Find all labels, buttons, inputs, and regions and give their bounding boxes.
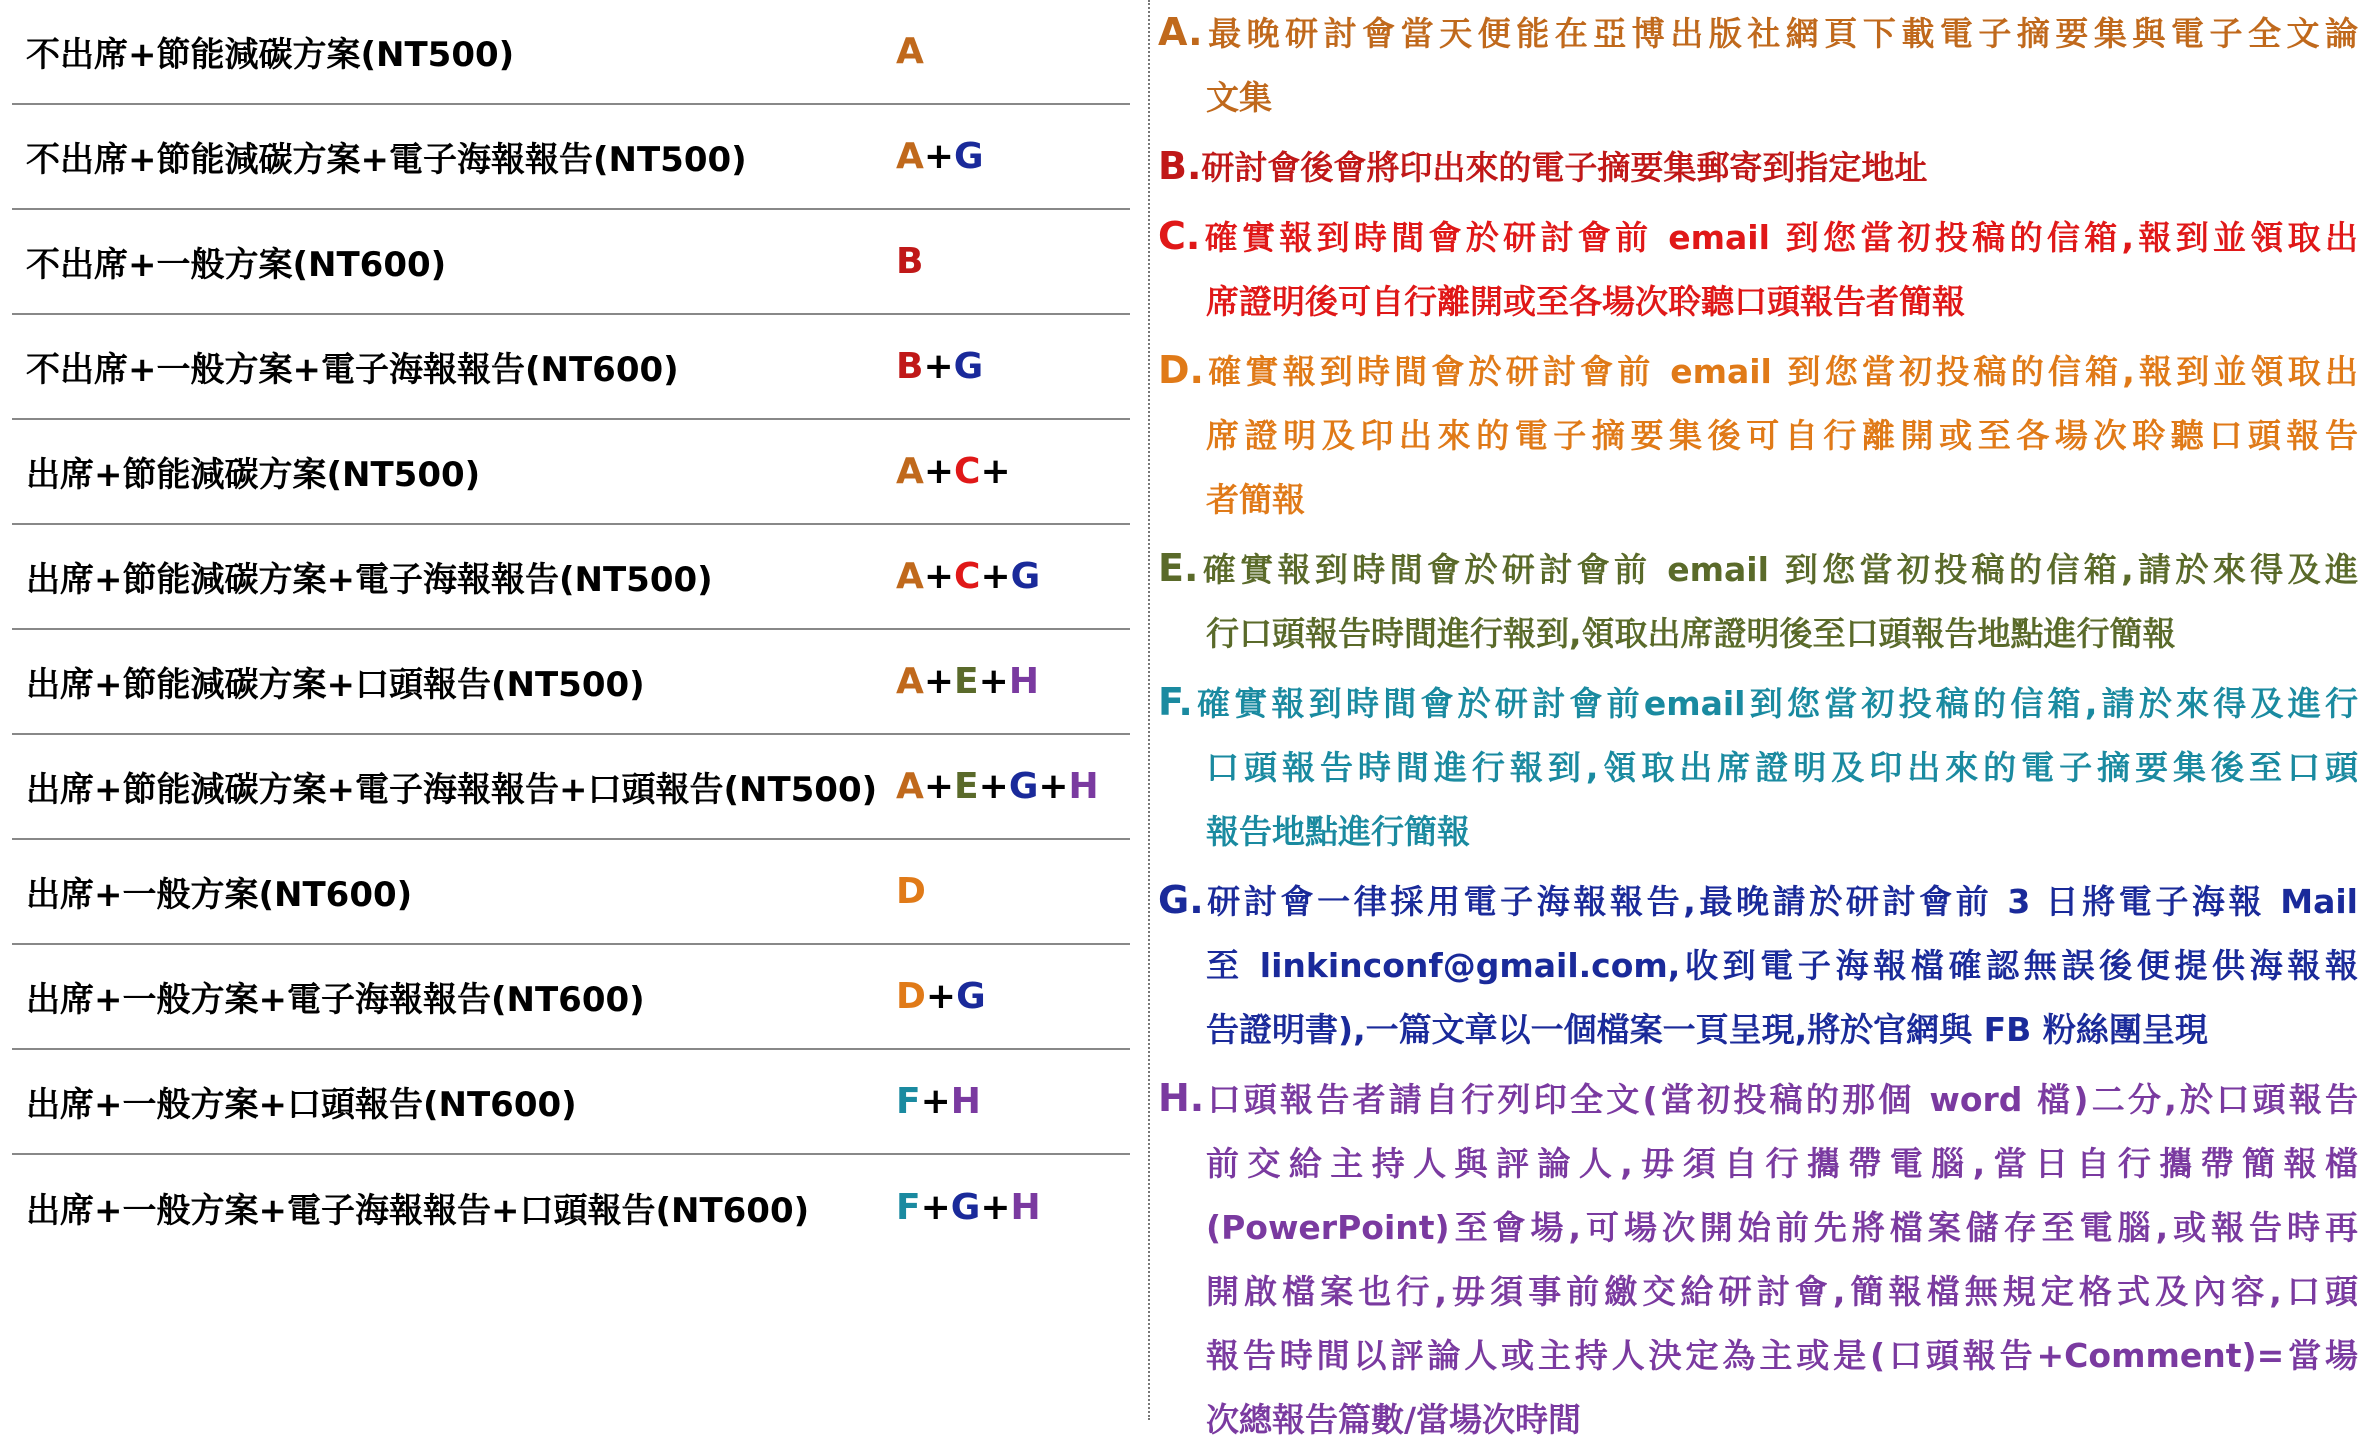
option-codes: [896, 871, 926, 912]
option-codes: [896, 1187, 1041, 1228]
option-label: 出席+一般方案+電子海報報告(NT600): [26, 980, 645, 1020]
table-row: [12, 210, 1130, 315]
note-line: [1158, 1388, 2358, 1452]
plus-sign: +: [923, 346, 954, 387]
code-letter: B: [896, 241, 924, 282]
note-line: [1158, 1132, 2358, 1196]
note-line: [1158, 404, 2358, 468]
plus-sign: +: [920, 1081, 951, 1122]
option-codes: [896, 31, 924, 72]
note-text: 確實報到時間會於研討會前email到您當初投稿的信箱,請於來得及進行: [1192, 684, 2358, 723]
plus-sign: +: [923, 451, 955, 492]
note-item: [1158, 338, 2358, 532]
table-row: [12, 0, 1130, 105]
note-item: [1158, 536, 2358, 666]
table-row: [12, 1050, 1130, 1155]
note-line: [1158, 66, 2358, 130]
table-row: [12, 525, 1130, 630]
plus-sign: +: [978, 661, 1009, 702]
option-label: 出席+節能減碳方案+口頭報告(NT500): [26, 665, 645, 705]
plus-sign: +: [980, 556, 1011, 597]
note-line: [1158, 1324, 2358, 1388]
option-codes: [896, 451, 1011, 492]
note-line: [1158, 1196, 2358, 1260]
plus-sign: +: [978, 766, 1009, 807]
option-label: 不出席+節能減碳方案(NT500): [26, 35, 515, 75]
code-letter: A: [896, 556, 924, 597]
note-letter: B.: [1158, 144, 1202, 188]
note-letter: A.: [1158, 10, 1203, 54]
option-label: 不出席+節能減碳方案+電子海報報告(NT500): [26, 140, 747, 180]
note-letter: F.: [1158, 680, 1193, 724]
note-line: [1158, 1066, 2358, 1132]
note-text: 報告地點進行簡報: [1206, 812, 1470, 851]
note-line: [1158, 602, 2358, 666]
option-codes: [896, 241, 923, 282]
note-line: [1158, 270, 2358, 334]
note-line: [1158, 134, 2358, 200]
code-letter: G: [1008, 766, 1039, 807]
option-label: 不出席+一般方案(NT600): [26, 245, 447, 285]
plus-sign: +: [923, 661, 955, 702]
note-line: [1158, 468, 2358, 532]
column-divider: [1148, 0, 1150, 1420]
note-text: 至 linkinconf@gmail.com,收到電子海報檔確認無誤後便提供海報報: [1206, 946, 2358, 985]
option-label: 出席+節能減碳方案(NT500): [26, 455, 481, 495]
note-letter: H.: [1158, 1076, 1205, 1120]
plus-sign: +: [923, 766, 955, 807]
code-letter: A: [896, 766, 924, 807]
option-label: 出席+一般方案(NT600): [26, 875, 413, 915]
plus-sign: +: [980, 451, 1011, 492]
note-item: [1158, 204, 2358, 334]
option-codes: [896, 136, 984, 177]
note-line: [1158, 536, 2358, 602]
note-text: 席證明及印出來的電子摘要集後可自行離開或至各場次聆聽口頭報告: [1206, 416, 2358, 455]
code-letter: E: [954, 766, 979, 807]
code-letter: G: [956, 976, 986, 1017]
plus-sign: +: [925, 976, 957, 1017]
note-text: 行口頭報告時間進行報到,領取出席證明後至口頭報告地點進行簡報: [1206, 614, 2176, 653]
code-letter: H: [1068, 766, 1099, 807]
code-letter: H: [1008, 661, 1039, 702]
option-label: 出席+節能減碳方案+電子海報報告(NT500): [26, 560, 713, 600]
note-text: 者簡報: [1206, 480, 1305, 519]
code-letter: B: [896, 346, 924, 387]
code-letter: A: [896, 451, 924, 492]
note-line: [1158, 1260, 2358, 1324]
note-item: [1158, 134, 2358, 200]
code-letter: C: [954, 556, 981, 597]
option-label: 出席+一般方案+口頭報告(NT600): [26, 1085, 577, 1125]
plus-sign: +: [923, 136, 955, 177]
note-text: 確實報到時間會於研討會前 email 到您當初投稿的信箱,報到並領取出: [1200, 218, 2358, 257]
note-text: 告證明書),一篇文章以一個檔案一頁呈現,將於官網與 FB 粉絲團呈現: [1206, 1010, 2208, 1049]
note-line: [1158, 736, 2358, 800]
code-letter: A: [896, 31, 924, 72]
note-text: (PowerPoint)至會場,可場次開始前先將檔案儲存至電腦,或報告時再: [1206, 1208, 2358, 1247]
option-codes: [896, 976, 986, 1017]
table-row: [12, 1155, 1130, 1260]
plus-sign: +: [923, 556, 955, 597]
note-line: [1158, 868, 2358, 934]
code-letter: G: [950, 1187, 981, 1228]
code-letter: C: [954, 451, 981, 492]
code-letter: G: [954, 136, 984, 177]
code-letter: E: [954, 661, 979, 702]
option-codes: [896, 766, 1099, 807]
note-text: 最晚研討會當天便能在亞博出版社網頁下載電子摘要集與電子全文論: [1202, 14, 2358, 53]
note-text: 研討會後會將印出來的電子摘要集郵寄到指定地址: [1201, 148, 1928, 187]
code-letter: F: [896, 1081, 921, 1122]
note-letter: G.: [1158, 878, 1204, 922]
note-text: 口頭報告者請自行列印全文(當初投稿的那個 word 檔)二分,於口頭報告: [1204, 1080, 2358, 1119]
table-row: [12, 105, 1130, 210]
note-text: 前交給主持人與評論人,毋須自行攜帶電腦,當日自行攜帶簡報檔: [1206, 1144, 2358, 1183]
table-row: [12, 315, 1130, 420]
code-letter: F: [896, 1187, 921, 1228]
code-letter: D: [896, 976, 926, 1017]
note-item: [1158, 0, 2358, 130]
note-text: 確實報到時間會於研討會前 email 到您當初投稿的信箱,報到並領取出: [1203, 352, 2358, 391]
note-line: [1158, 338, 2358, 404]
plus-sign: +: [980, 1187, 1011, 1228]
note-line: [1158, 934, 2358, 998]
note-text: 文集: [1206, 78, 1272, 117]
table-row: [12, 840, 1130, 945]
plus-sign: +: [920, 1187, 951, 1228]
note-text: 確實報到時間會於研討會前 email 到您當初投稿的信箱,請於來得及進: [1198, 550, 2358, 589]
code-letter: A: [896, 661, 924, 702]
code-letter: H: [1010, 1187, 1041, 1228]
code-letter: G: [953, 346, 984, 387]
note-letter: D.: [1158, 348, 1204, 392]
option-codes: [896, 346, 983, 387]
note-item: [1158, 868, 2358, 1062]
code-letter: H: [950, 1081, 981, 1122]
note-item: [1158, 1066, 2358, 1452]
option-codes: [896, 661, 1039, 702]
option-codes: [896, 1081, 981, 1122]
option-codes: [896, 556, 1040, 597]
note-letter: C.: [1158, 214, 1201, 258]
note-text: 次總報告篇數/當場次時間: [1206, 1400, 1582, 1439]
note-line: [1158, 0, 2358, 66]
note-line: [1158, 800, 2358, 864]
note-text: 口頭報告時間進行報到,領取出席證明及印出來的電子摘要集後至口頭: [1206, 748, 2358, 787]
code-letter: D: [896, 871, 926, 912]
notes-panel: [1158, 0, 2358, 1439]
note-line: [1158, 204, 2358, 270]
code-letter: G: [1010, 556, 1041, 597]
plus-sign: +: [1038, 766, 1069, 807]
option-label: 不出席+一般方案+電子海報報告(NT600): [26, 350, 679, 390]
table-row: [12, 945, 1130, 1050]
note-text: 開啟檔案也行,毋須事前繳交給研討會,簡報檔無規定格式及內容,口頭: [1206, 1272, 2358, 1311]
option-label: 出席+一般方案+電子海報報告+口頭報告(NT600): [26, 1191, 810, 1231]
note-text: 研討會一律採用電子海報報告,最晚請於研討會前 3 日將電子海報 Mail: [1203, 882, 2358, 921]
option-label: 出席+節能減碳方案+電子海報報告+口頭報告(NT500): [26, 770, 878, 810]
options-table: [0, 0, 1130, 1420]
note-text: 席證明後可自行離開或至各場次聆聽口頭報告者簡報: [1206, 282, 1965, 321]
note-line: [1158, 670, 2358, 736]
table-row: [12, 420, 1130, 525]
table-row: [12, 630, 1130, 735]
note-line: [1158, 998, 2358, 1062]
table-row: [12, 735, 1130, 840]
note-text: 報告時間以評論人或主持人決定為主或是(口頭報告+Comment)=當場: [1206, 1336, 2358, 1375]
note-letter: E.: [1158, 546, 1199, 590]
code-letter: A: [896, 136, 924, 177]
note-item: [1158, 670, 2358, 864]
